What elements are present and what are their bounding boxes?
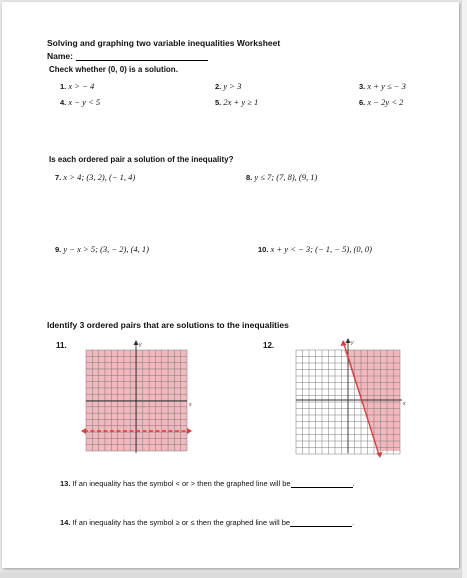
graph-11-y-arrow <box>134 340 139 345</box>
problem-expression: x + y < − 3; (− 1, − 5), (0, 0) <box>270 244 372 254</box>
problem-number: 6. <box>359 98 366 107</box>
section2-instruction: Is each ordered pair a solution of the inequality? <box>49 155 234 164</box>
problem-expression: y − x > 5; (3, − 2), (4, 1) <box>63 244 150 254</box>
question-text: If an inequality has the symbol < or > then the graphed line will be <box>72 479 291 488</box>
problem-2 <box>215 81 241 91</box>
question-end: . <box>352 518 355 527</box>
graph-12-shaded-region <box>344 350 400 451</box>
problem-6 <box>359 97 403 107</box>
problem-10 <box>258 244 372 254</box>
name-label: Name: <box>47 51 73 61</box>
graph-12 <box>288 332 414 458</box>
problem-expression: x − y < 5 <box>68 97 101 107</box>
graph-11-y-label: y <box>139 342 142 348</box>
worksheet-page <box>2 2 459 568</box>
graph-11-boundary-arrow-right <box>187 428 192 434</box>
question-14 <box>60 518 354 527</box>
graph-11-x-label: x <box>189 402 192 408</box>
problem-expression: y > 3 <box>223 81 242 91</box>
graph-12-x-label: x <box>403 401 406 407</box>
question-number: 13. <box>60 479 71 488</box>
problem-8 <box>246 172 317 182</box>
worksheet-title: Solving and graphing two variable inequalities Worksheet <box>47 38 281 48</box>
graph-11-boundary-arrow-left <box>81 428 86 434</box>
horizontal-scrollbar[interactable] <box>0 572 461 578</box>
question-end: . <box>352 479 355 488</box>
graph-12-y-label: y <box>351 340 354 346</box>
problem-expression: x > − 4 <box>68 81 95 91</box>
problem-1 <box>60 81 94 91</box>
problem-expression: x − 2y < 2 <box>367 97 404 107</box>
vertical-scrollbar[interactable] <box>461 0 467 578</box>
problem-number: 1. <box>60 82 67 91</box>
name-field[interactable] <box>47 51 208 61</box>
graph-11 <box>78 339 196 457</box>
problem-number: 5. <box>215 98 222 107</box>
answer-blank-13[interactable] <box>291 479 353 488</box>
problem-3 <box>359 81 406 91</box>
question-13 <box>60 479 355 488</box>
section1-instruction: Check whether (0, 0) is a solution. <box>49 65 178 74</box>
problem-number: 3. <box>359 82 366 91</box>
problem-number: 7. <box>55 173 62 182</box>
problem-expression: 2x + y ≥ 1 <box>223 97 259 107</box>
problem-expression: x + y ≤ − 3 <box>367 81 406 91</box>
problem-expression: y ≤ 7; (7, 8), (9, 1) <box>254 172 318 182</box>
answer-blank-14[interactable] <box>290 518 355 527</box>
graph-12-label: 12. <box>263 341 275 350</box>
graph-12-boundary-arrow-bottom <box>377 452 383 458</box>
problem-4 <box>60 97 100 107</box>
problem-number: 9. <box>55 245 62 254</box>
problem-number: 10. <box>258 245 269 254</box>
question-number: 14. <box>60 518 71 527</box>
graph-11-label: 11. <box>56 341 67 350</box>
graph-12-y-arrow <box>346 338 351 343</box>
question-text: If an inequality has the symbol ≥ or ≤ then the graphed line will be <box>72 518 291 527</box>
name-blank-line[interactable] <box>76 52 208 61</box>
problem-5 <box>215 97 258 107</box>
problem-number: 2. <box>215 82 222 91</box>
problem-9 <box>55 244 149 254</box>
problem-number: 4. <box>60 98 67 107</box>
problem-expression: x > 4; (3, 2), (− 1, 4) <box>63 172 136 182</box>
problem-number: 8. <box>246 173 253 182</box>
problem-7 <box>55 172 135 182</box>
section3-instruction: Identify 3 ordered pairs that are solutions to the inequalities <box>47 320 289 330</box>
